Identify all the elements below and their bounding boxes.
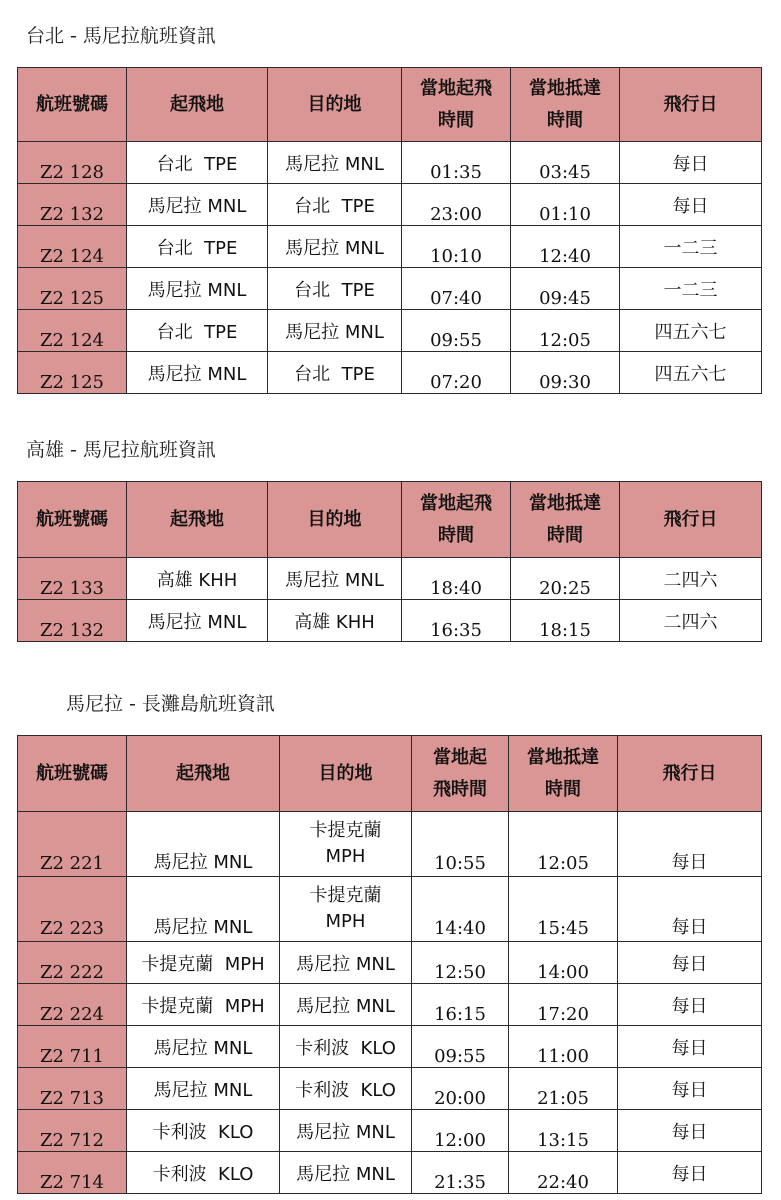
- cell-flight-days: 每日: [618, 984, 762, 1026]
- cell-flight-days: 四五六七: [620, 310, 762, 352]
- cell-flight-number: Z2 713: [18, 1068, 127, 1110]
- table-row: [18, 942, 762, 984]
- cell-departure-time: 14:40: [412, 877, 509, 942]
- cell-origin: 馬尼拉 MNL: [127, 1068, 280, 1110]
- header-destination: 目的地: [268, 482, 402, 558]
- cell-flight-days: 每日: [620, 142, 762, 184]
- cell-departure-time: 21:35: [412, 1152, 509, 1194]
- cell-arrival-time: 03:45: [511, 142, 620, 184]
- cell-origin: 馬尼拉 MNL: [127, 812, 280, 877]
- cell-destination: 卡利波 KLO: [280, 1068, 412, 1110]
- cell-arrival-time: 12:05: [511, 310, 620, 352]
- table-row: [18, 1026, 762, 1068]
- cell-origin: 馬尼拉 MNL: [127, 352, 268, 394]
- table-row: [18, 600, 762, 642]
- cell-flight-number: Z2 125: [18, 352, 127, 394]
- table-row: [18, 184, 762, 226]
- cell-origin: 馬尼拉 MNL: [127, 1026, 280, 1068]
- cell-flight-days: 二四六: [620, 558, 762, 600]
- table-row: [18, 1068, 762, 1110]
- cell-flight-days: 四五六七: [620, 352, 762, 394]
- cell-arrival-time: 17:20: [509, 984, 618, 1026]
- cell-origin: 馬尼拉 MNL: [127, 184, 268, 226]
- cell-destination: 馬尼拉 MNL: [268, 226, 402, 268]
- cell-departure-time: 09:55: [412, 1026, 509, 1068]
- header-origin: 起飛地: [127, 736, 280, 812]
- cell-departure-time: 01:35: [402, 142, 511, 184]
- cell-departure-time: 07:20: [402, 352, 511, 394]
- cell-departure-time: 18:40: [402, 558, 511, 600]
- cell-destination: 台北 TPE: [268, 268, 402, 310]
- cell-departure-time: 16:15: [412, 984, 509, 1026]
- cell-departure-time: 10:10: [402, 226, 511, 268]
- cell-destination: 台北 TPE: [268, 184, 402, 226]
- cell-arrival-time: 09:45: [511, 268, 620, 310]
- cell-flight-days: 每日: [618, 942, 762, 984]
- flight-table-taipei-manila: [17, 67, 762, 394]
- cell-flight-days: 一二三: [620, 226, 762, 268]
- cell-destination: 卡提克蘭 MPH: [280, 812, 412, 877]
- cell-destination: 馬尼拉 MNL: [280, 1152, 412, 1194]
- cell-arrival-time: 20:25: [511, 558, 620, 600]
- cell-departure-time: 12:50: [412, 942, 509, 984]
- cell-arrival-time: 15:45: [509, 877, 618, 942]
- table-row: [18, 310, 762, 352]
- header-row: [18, 482, 762, 558]
- cell-origin: 馬尼拉 MNL: [127, 268, 268, 310]
- cell-flight-number: Z2 223: [18, 877, 127, 942]
- table-row: [18, 812, 762, 877]
- cell-origin: 卡提克蘭 MPH: [127, 942, 280, 984]
- header-arrival-time: 當地抵達 時間: [511, 482, 620, 558]
- cell-flight-days: 每日: [620, 184, 762, 226]
- cell-destination: 卡利波 KLO: [280, 1026, 412, 1068]
- table-row: [18, 984, 762, 1026]
- cell-arrival-time: 09:30: [511, 352, 620, 394]
- cell-arrival-time: 22:40: [509, 1152, 618, 1194]
- header-flight-number: 航班號碼: [18, 68, 127, 142]
- cell-flight-days: 二四六: [620, 600, 762, 642]
- header-departure-time: 當地起 飛時間: [412, 736, 509, 812]
- cell-departure-time: 10:55: [412, 812, 509, 877]
- cell-origin: 台北 TPE: [127, 310, 268, 352]
- header-flight-number: 航班號碼: [18, 736, 127, 812]
- cell-origin: 卡利波 KLO: [127, 1152, 280, 1194]
- cell-flight-days: 每日: [618, 877, 762, 942]
- table-row: [18, 1110, 762, 1152]
- cell-departure-time: 12:00: [412, 1110, 509, 1152]
- cell-arrival-time: 12:40: [511, 226, 620, 268]
- header-flight-days: 飛行日: [620, 68, 762, 142]
- cell-flight-number: Z2 133: [18, 558, 127, 600]
- cell-flight-days: 每日: [618, 1110, 762, 1152]
- cell-destination: 馬尼拉 MNL: [280, 984, 412, 1026]
- cell-flight-days: 一二三: [620, 268, 762, 310]
- cell-destination: 馬尼拉 MNL: [268, 558, 402, 600]
- cell-flight-number: Z2 124: [18, 226, 127, 268]
- cell-departure-time: 20:00: [412, 1068, 509, 1110]
- header-arrival-time: 當地抵達 時間: [511, 68, 620, 142]
- header-flight-number: 航班號碼: [18, 482, 127, 558]
- table-row: [18, 268, 762, 310]
- cell-origin: 高雄 KHH: [127, 558, 268, 600]
- cell-arrival-time: 13:15: [509, 1110, 618, 1152]
- header-departure-time: 當地起飛 時間: [402, 68, 511, 142]
- cell-flight-days: 每日: [618, 1026, 762, 1068]
- cell-flight-number: Z2 714: [18, 1152, 127, 1194]
- header-origin: 起飛地: [127, 68, 268, 142]
- cell-flight-number: Z2 125: [18, 268, 127, 310]
- cell-flight-number: Z2 711: [18, 1026, 127, 1068]
- cell-flight-number: Z2 132: [18, 184, 127, 226]
- header-row: [18, 68, 762, 142]
- cell-origin: 馬尼拉 MNL: [127, 877, 280, 942]
- cell-flight-days: 每日: [618, 1068, 762, 1110]
- cell-origin: 卡利波 KLO: [127, 1110, 280, 1152]
- cell-flight-days: 每日: [618, 812, 762, 877]
- cell-destination: 馬尼拉 MNL: [268, 310, 402, 352]
- table-row: [18, 352, 762, 394]
- table-row: [18, 558, 762, 600]
- cell-flight-number: Z2 224: [18, 984, 127, 1026]
- cell-arrival-time: 21:05: [509, 1068, 618, 1110]
- table-row: [18, 226, 762, 268]
- cell-departure-time: 07:40: [402, 268, 511, 310]
- section-title-kaohsiung-manila: 高雄 - 馬尼拉航班資訊: [26, 439, 216, 461]
- cell-departure-time: 09:55: [402, 310, 511, 352]
- cell-departure-time: 16:35: [402, 600, 511, 642]
- cell-flight-number: Z2 221: [18, 812, 127, 877]
- header-destination: 目的地: [280, 736, 412, 812]
- table-row: [18, 1152, 762, 1194]
- header-origin: 起飛地: [127, 482, 268, 558]
- table-row: [18, 142, 762, 184]
- cell-arrival-time: 14:00: [509, 942, 618, 984]
- cell-destination: 卡提克蘭 MPH: [280, 877, 412, 942]
- cell-arrival-time: 01:10: [511, 184, 620, 226]
- cell-destination: 馬尼拉 MNL: [280, 1110, 412, 1152]
- flight-table-manila-boracay: [17, 735, 762, 1194]
- cell-flight-number: Z2 128: [18, 142, 127, 184]
- cell-arrival-time: 18:15: [511, 600, 620, 642]
- header-departure-time: 當地起飛 時間: [402, 482, 511, 558]
- cell-destination: 高雄 KHH: [268, 600, 402, 642]
- cell-destination: 馬尼拉 MNL: [268, 142, 402, 184]
- cell-arrival-time: 12:05: [509, 812, 618, 877]
- cell-flight-number: Z2 712: [18, 1110, 127, 1152]
- section-title-manila-boracay: 馬尼拉 - 長灘島航班資訊: [66, 693, 275, 715]
- flight-table-kaohsiung-manila: [17, 481, 762, 642]
- cell-departure-time: 23:00: [402, 184, 511, 226]
- header-arrival-time: 當地抵達 時間: [509, 736, 618, 812]
- cell-origin: 馬尼拉 MNL: [127, 600, 268, 642]
- header-flight-days: 飛行日: [620, 482, 762, 558]
- cell-destination: 台北 TPE: [268, 352, 402, 394]
- header-row: [18, 736, 762, 812]
- cell-flight-days: 每日: [618, 1152, 762, 1194]
- cell-arrival-time: 11:00: [509, 1026, 618, 1068]
- header-destination: 目的地: [268, 68, 402, 142]
- section-title-taipei-manila: 台北 - 馬尼拉航班資訊: [26, 25, 216, 47]
- table-row: [18, 877, 762, 942]
- cell-origin: 卡提克蘭 MPH: [127, 984, 280, 1026]
- cell-flight-number: Z2 222: [18, 942, 127, 984]
- cell-flight-number: Z2 124: [18, 310, 127, 352]
- cell-origin: 台北 TPE: [127, 226, 268, 268]
- cell-origin: 台北 TPE: [127, 142, 268, 184]
- cell-flight-number: Z2 132: [18, 600, 127, 642]
- header-flight-days: 飛行日: [618, 736, 762, 812]
- cell-destination: 馬尼拉 MNL: [280, 942, 412, 984]
